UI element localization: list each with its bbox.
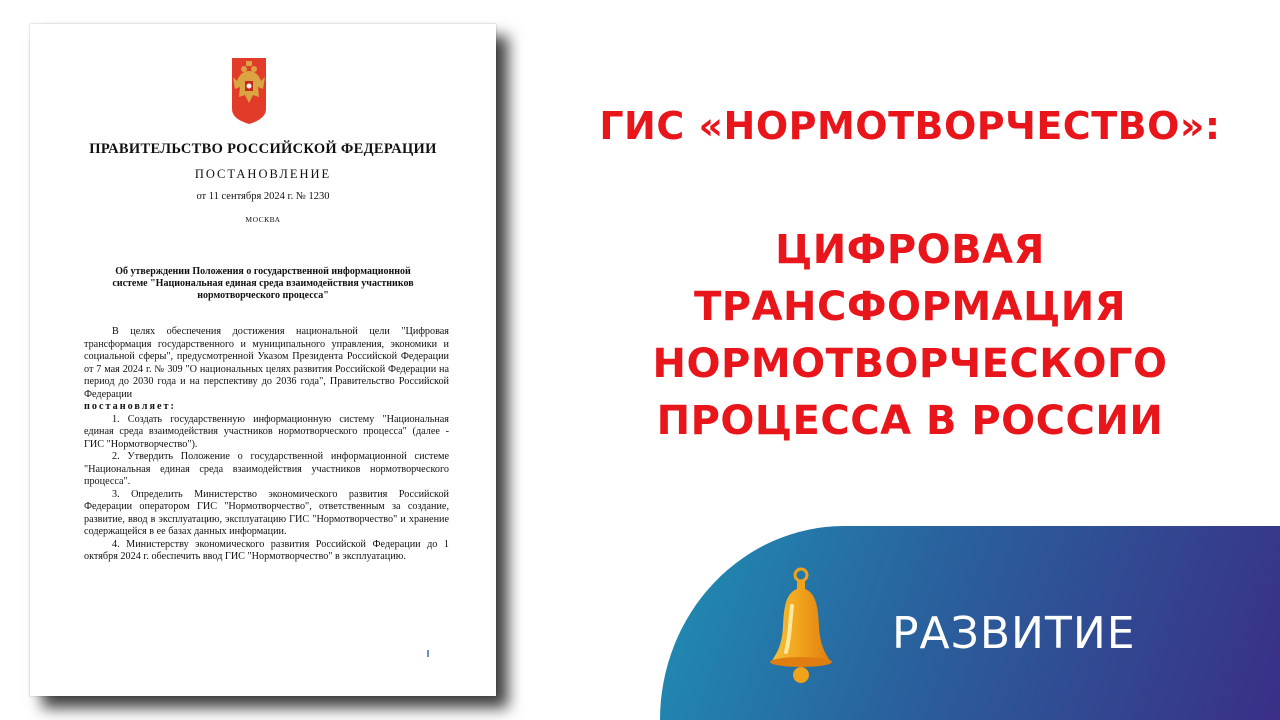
headline-line: ЦИФРОВАЯ <box>775 227 1045 273</box>
document-type: ПОСТАНОВЛЕНИЕ <box>194 167 332 181</box>
document-date: от 11 сентября 2024 г. № 1230 <box>196 191 330 202</box>
paragraph: 2. Утвердить Положение о государственной информационной системе "Национальная единая среда взаимодействия участников нормотворческого процесса". <box>84 451 449 487</box>
decree-document <box>30 24 496 696</box>
badge-label: РАЗВИТИЕ <box>892 608 1136 659</box>
headline-title: ГИС «НОРМОТВОРЧЕСТВО»: <box>599 104 1221 148</box>
page-marker <box>427 650 429 657</box>
coat-of-arms-icon <box>231 57 267 125</box>
document-body <box>84 326 449 564</box>
government-title: ПРАВИТЕЛЬСТВО РОССИЙСКОЙ ФЕДЕРАЦИИ <box>89 141 437 157</box>
headline-subtitle <box>540 222 1280 450</box>
headline-line: ПРОЦЕССА В РОССИИ <box>656 398 1164 444</box>
paragraph: 4. Министерству экономического развития Российской Федерации до 1 октября 2024 г. обеспечить ввод ГИС "Нормотворчество" в эксплуатацию. <box>84 538 449 562</box>
paragraph: 1. Создать государственную информационную систему "Национальная единая среда взаимодействия участников нормотворческого процесса" (далее - ГИС "Нормотворчество"). <box>84 413 449 450</box>
document-subject: Об утверждении Положения о государственной информационной системе "Национальная единая среда взаимодействия участников нормотворческого процесса" <box>112 266 414 301</box>
paragraph: 3. Определить Министерство экономического развития Российской Федерации оператором ГИС "Нормотворчество", ответственным за создание, развитие, ввод в эксплуатацию, эксплуатацию ГИС "Нормотворчество" и хранение содержащейся в ее базах данных информации. <box>84 488 449 537</box>
paragraph: В целях обеспечения достижения национальной цели "Цифровая трансформация государственного и муниципального управления, экономики и социальной сферы", предусмотренной Указом Президента Российской Федерации от 7 мая 2024 г. № 309 "О национальных целях развития Российской Федерации на период до 2030 года и на перспективу до 2036 года", Правительство Российской Федерации <box>84 326 449 400</box>
bell-icon <box>768 566 834 692</box>
headline-line: НОРМОТВОРЧЕСКОГО <box>652 341 1168 387</box>
category-badge <box>660 526 1280 720</box>
document-city: МОСКВА <box>245 215 281 224</box>
paragraph: постановляет: <box>84 401 176 412</box>
headline-line: ТРАНСФОРМАЦИЯ <box>693 284 1127 330</box>
